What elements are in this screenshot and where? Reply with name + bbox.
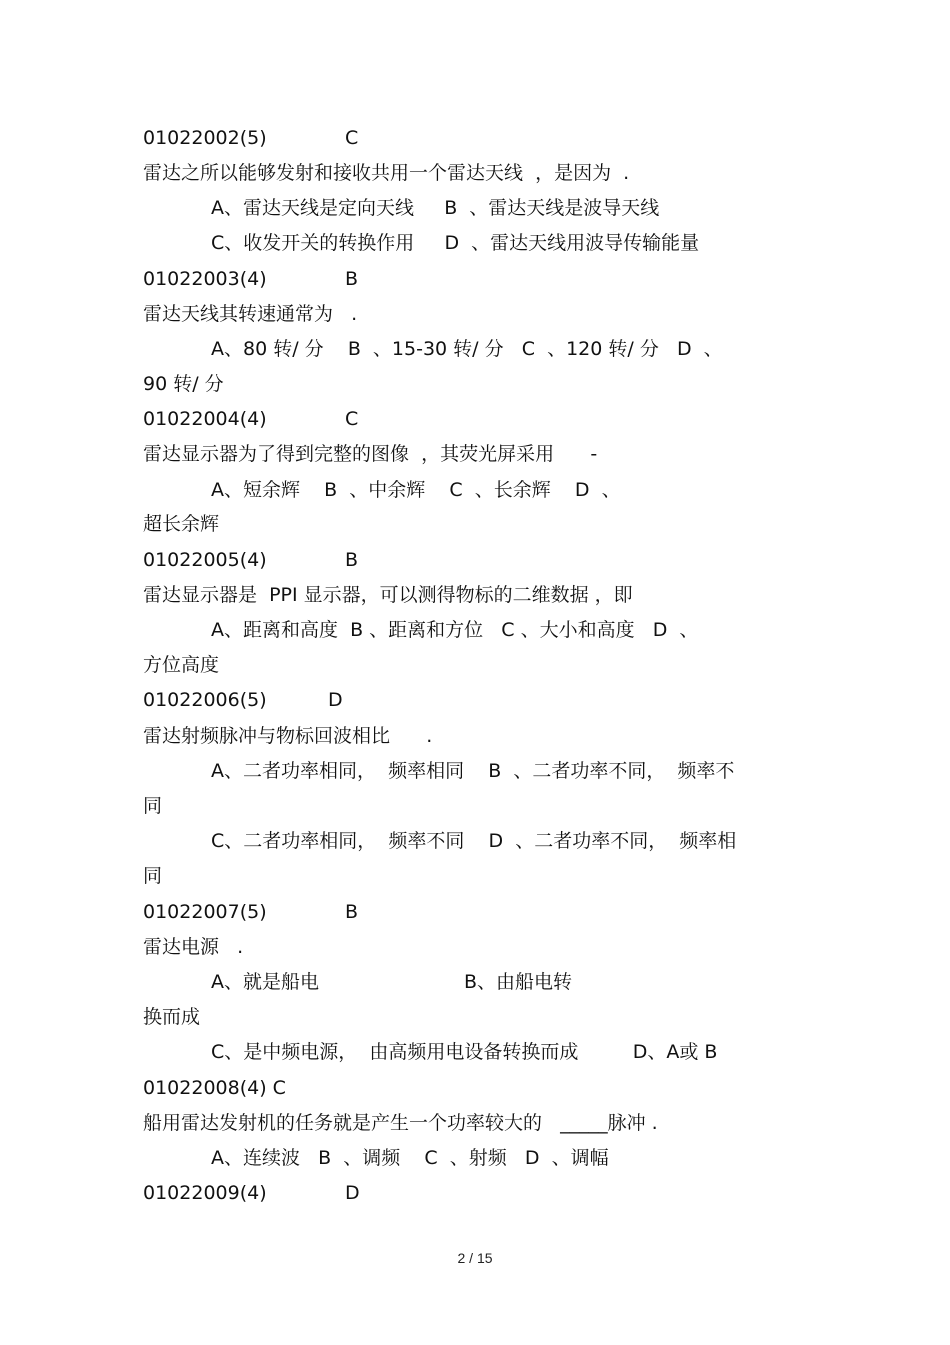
- question-stem: 雷达天线其转速通常为 .: [143, 303, 358, 325]
- question-stem: 雷达电源 .: [143, 936, 244, 958]
- question-stem: 雷达显示器为了得到完整的图像 ，其荧光屏采用 -: [143, 443, 598, 465]
- question-id: 01022003(4): [143, 268, 267, 290]
- option-line: A、短余辉 B 、中余辉 C 、长余辉 D 、: [211, 479, 621, 501]
- option-line: A、80 转/ 分 B 、15-30 转/ 分 C 、120 转/ 分 D 、: [211, 338, 723, 360]
- option-continuation: 同: [143, 865, 163, 887]
- answer-key: B: [345, 549, 359, 571]
- question-stem: 雷达射频脉冲与物标回波相比 .: [143, 725, 433, 747]
- option-line: A、雷达天线是定向天线 B 、雷达天线是波导天线: [211, 197, 660, 219]
- option-continuation: 超长余辉: [143, 513, 220, 535]
- option-continuation: 方位高度: [143, 654, 220, 676]
- option-continuation: 换而成: [143, 1006, 201, 1028]
- option-continuation: 同: [143, 795, 163, 817]
- answer-key: C: [345, 408, 359, 430]
- option-line: A、就是船电 B、由船电转: [211, 971, 572, 993]
- answer-key: C: [345, 127, 359, 149]
- option-continuation: 90 转/ 分: [143, 373, 224, 395]
- question-id: 01022004(4): [143, 408, 267, 430]
- option-line: A、距离和高度 B 、距离和方位 C 、大小和高度 D 、: [211, 619, 699, 641]
- answer-key: D: [345, 1182, 360, 1204]
- option-line: C、收发开关的转换作用 D 、雷达天线用波导传输能量: [211, 232, 700, 254]
- answer-key: B: [345, 901, 359, 923]
- option-line: A、二者功率相同， 频率相同 B 、二者功率不同， 频率不: [211, 760, 735, 782]
- question-id: 01022006(5): [143, 689, 267, 711]
- page-number: 2 / 15: [457, 1250, 493, 1266]
- option-line: A、连续波 B 、调频 C 、射频 D 、调幅: [211, 1147, 609, 1169]
- answer-key: B: [345, 268, 359, 290]
- question-stem: 雷达显示器是 PPI 显示器，可以测得物标的二维数据 ，即: [143, 584, 633, 606]
- option-line: C、二者功率相同， 频率不同 D 、二者功率不同， 频率相: [211, 830, 737, 852]
- question-id-with-answer: 01022008(4) C: [143, 1077, 286, 1099]
- option-line: C、是中频电源， 由高频用电设备转换而成 D、A或 B: [211, 1041, 718, 1063]
- question-id: 01022009(4): [143, 1182, 267, 1204]
- question-id: 01022002(5): [143, 127, 267, 149]
- question-id: 01022005(4): [143, 549, 267, 571]
- question-stem: 雷达之所以能够发射和接收共用一个雷达天线 ，是因为 .: [143, 162, 630, 184]
- answer-key: D: [328, 689, 343, 711]
- question-id: 01022007(5): [143, 901, 267, 923]
- question-stem: 船用雷达发射机的任务就是产生一个功率较大的 _____脉冲 .: [143, 1112, 658, 1134]
